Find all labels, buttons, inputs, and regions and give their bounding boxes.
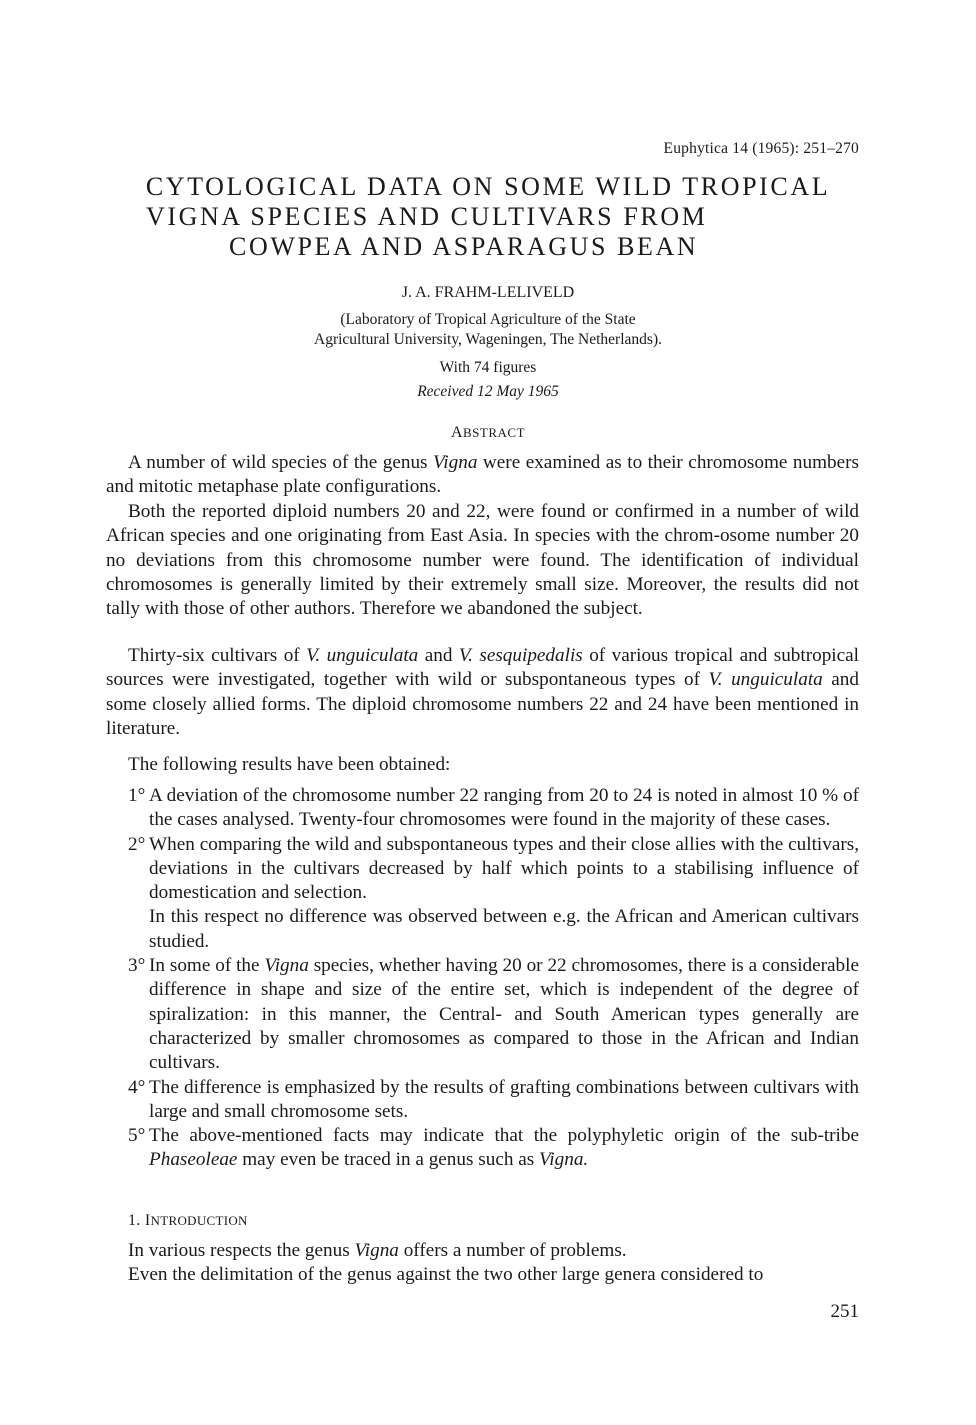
abstract-paragraph-3	[106, 644, 859, 741]
list-item	[128, 954, 859, 1075]
section-number: 1.	[128, 1212, 145, 1229]
text-run: were examined as to their chromosome numbers and mitotic metaphase plate configurations.	[106, 452, 859, 498]
text-run: The above-mentioned facts may indicate that the polyphyletic origin of the sub-tribe	[149, 1125, 859, 1147]
list-item	[128, 833, 859, 954]
species-name: V. unguiculata	[708, 669, 823, 691]
author-name: J. A. FRAHM-LELIVELD	[401, 284, 575, 301]
paragraph-text: Both the reported diploid numbers 20 and 22, were found or confirmed in a number of wild African species and one originating from East Asia. In species with the chrom-osome number 20 no deviations from this chromosome number were found. The identification of individual chromosomes is generally limited by their extremely small size. Moreover, the results did not tally with those of other authors. Therefore we abandoned the subject.	[106, 501, 859, 620]
abstract-paragraph-1	[106, 451, 859, 500]
section-heading-initial: I	[144, 1212, 151, 1229]
abstract-heading	[0, 424, 976, 442]
text-run: and some closely allied forms. The diploid chromosome numbers 22 and 24 have been mentioned in literature.	[106, 669, 859, 739]
genus-name: Vigna	[264, 955, 309, 977]
text-run: species, whether having 20 or 22 chromosomes, there is a considerable difference in shape and size of the entire set, which is independent of the degree of spiralization: in this manner, the Central- and South American types generally are characterized by smaller chromosomes as compared to those in the African and Indian cultivars.	[149, 955, 859, 1074]
text-run: of various tropical and subtropical sources were investigated, together with wild or subspontaneous types of	[106, 645, 859, 691]
species-name: V. unguiculata	[306, 645, 419, 666]
tribe-name: Phaseoleae	[149, 1149, 238, 1171]
paragraph-text: The following results have been obtained:	[128, 754, 451, 775]
list-item-number: 1°	[128, 785, 146, 806]
abstract-paragraph-2	[106, 500, 859, 621]
section-heading-introduction	[128, 1212, 248, 1230]
title-line-2: VIGNA SPECIES AND CULTIVARS FROM	[146, 202, 708, 231]
text-run: and	[418, 645, 459, 666]
abstract-heading-initial: A	[450, 424, 464, 441]
results-list	[128, 784, 859, 1173]
list-item	[128, 1124, 859, 1173]
list-item-number: 5°	[128, 1125, 146, 1147]
list-item-number: 2°	[128, 833, 146, 855]
author-affiliation	[0, 310, 976, 350]
species-name: V. sesquipedalis	[458, 645, 583, 666]
text-run: In various respects the genus	[128, 1240, 355, 1261]
list-item-text: The difference is emphasized by the results of grafting combinations between cultivars with large and small chromosome sets.	[149, 1076, 859, 1122]
paper-title	[0, 172, 976, 262]
list-item-number: 3°	[128, 955, 146, 977]
text-run: may even be traced in a genus such as	[237, 1149, 540, 1171]
journal-reference: Euphytica 14 (1965): 251–270	[663, 140, 859, 157]
affiliation-line-2: Agricultural University, Wageningen, The Netherlands).	[314, 331, 662, 348]
list-item-text: In this respect no difference was observed between e.g. the African and American cultivars studied.	[149, 906, 859, 952]
page-number: 251	[830, 1301, 859, 1322]
figures-note: With 74 figures	[439, 359, 537, 376]
text-run: offers a number of problems.	[398, 1240, 627, 1261]
title-line-1: CYTOLOGICAL DATA ON SOME WILD TROPICAL	[145, 172, 831, 201]
list-item	[128, 1076, 859, 1125]
genus-name: Vigna	[354, 1240, 399, 1261]
genus-name: Vigna	[433, 452, 478, 473]
paragraph-text: Even the delimitation of the genus against the two other large genera considered to	[128, 1264, 764, 1286]
title-line-3: COWPEA AND ASPARAGUS BEAN	[229, 232, 699, 261]
affiliation-line-1: (Laboratory of Tropical Agriculture of the State	[340, 311, 636, 328]
text-run: A number of wild species of the genus	[128, 452, 434, 473]
introduction-text	[128, 1239, 859, 1288]
text-run: In some of the	[149, 955, 265, 977]
received-date: Received 12 May 1965	[417, 383, 559, 400]
text-run: Thirty-six cultivars of	[128, 645, 307, 666]
abstract-heading-rest: BSTRACT	[463, 425, 526, 440]
list-item-text: When comparing the wild and subspontaneous types and their close allies with the cultivars, deviations in the cultivars decreased by half which points to a stabilising influence of domestication and selection.	[149, 833, 859, 904]
section-heading-rest: NTRODUCTION	[150, 1213, 248, 1228]
genus-name: Vigna.	[539, 1149, 589, 1171]
abstract-paragraph-4	[106, 753, 859, 777]
list-item-number: 4°	[128, 1076, 146, 1098]
list-item-text: A deviation of the chromosome number 22 ranging from 20 to 24 is noted in almost 10 % of the cases analysed. Twenty-four chromosomes were found in the majority of these cases.	[149, 785, 859, 831]
list-item	[128, 784, 859, 833]
